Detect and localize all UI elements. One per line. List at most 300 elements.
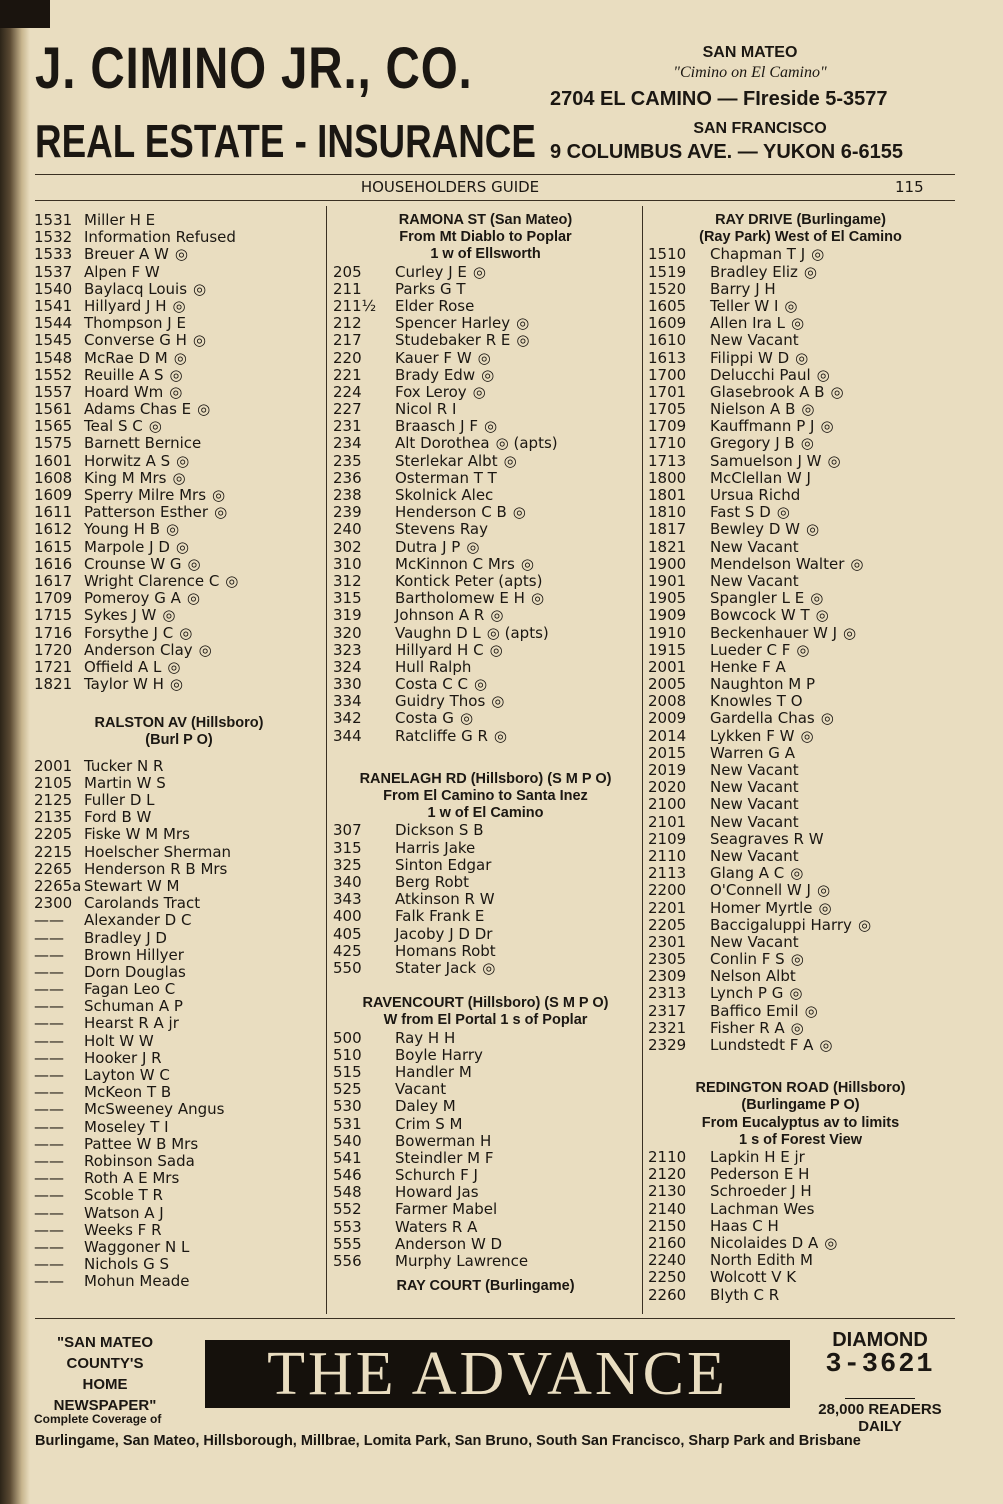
resident-name: Kauer F W xyxy=(395,348,472,367)
house-number: 2001 xyxy=(34,756,73,775)
street-subheading: 1 s of Forest View xyxy=(738,1131,863,1148)
directory-entry xyxy=(333,625,638,642)
resident-name: Handler M xyxy=(395,1062,472,1081)
owner-mark-icon: ◎ xyxy=(187,554,201,573)
directory-entry xyxy=(333,1116,638,1133)
resident-name: Layton W C xyxy=(84,1066,170,1085)
directory-entry xyxy=(648,659,953,676)
directory-entry xyxy=(34,642,324,659)
owner-mark-icon: ◎ xyxy=(815,606,829,625)
house-number: 224 xyxy=(333,382,362,401)
directory-entry xyxy=(34,384,324,401)
house-number: 1905 xyxy=(648,589,687,608)
owner-mark-icon: ◎ xyxy=(225,571,239,590)
house-number: 2113 xyxy=(648,864,687,883)
directory-entry xyxy=(648,332,953,349)
directory-entry xyxy=(648,246,953,263)
resident-name: Nicol R I xyxy=(395,400,457,419)
resident-name: Sykes J W xyxy=(84,606,157,625)
resident-name: Atkinson R W xyxy=(395,890,495,909)
resident-name: Fiske W M Mrs xyxy=(84,825,190,844)
directory-entry xyxy=(333,1081,638,1098)
owner-mark-icon: ◎ xyxy=(512,503,526,522)
phone-number: 3-3621 xyxy=(825,1350,935,1380)
directory-entry xyxy=(34,998,324,1015)
house-number: 530 xyxy=(333,1097,362,1116)
directory-entry xyxy=(333,590,638,607)
house-number: 1557 xyxy=(34,382,73,401)
resident-name: Marpole J D xyxy=(84,537,170,556)
owner-mark-icon: ◎ xyxy=(459,709,474,728)
directory-entry xyxy=(333,281,638,298)
directory-entry xyxy=(34,878,324,895)
office2-address: 9 COLUMBUS AVE. — YUKON 6-6155 xyxy=(550,141,904,163)
directory-entry xyxy=(648,968,953,985)
owner-mark-icon: ◎ xyxy=(850,554,864,573)
house-number: —— xyxy=(34,1031,64,1050)
resident-name: Dickson S B xyxy=(395,821,484,840)
house-number: 1821 xyxy=(648,537,687,556)
directory-entry xyxy=(34,1273,324,1290)
directory-entry xyxy=(34,1033,324,1050)
resident-name: Beckenhauer W J xyxy=(710,623,838,642)
resident-name: Anderson W D xyxy=(395,1234,503,1253)
directory-entry xyxy=(648,1252,953,1269)
resident-name: Mendelson Walter xyxy=(710,554,845,573)
directory-entry xyxy=(34,246,324,263)
house-number: —— xyxy=(34,1134,64,1153)
house-number: 2120 xyxy=(648,1165,687,1184)
street-subheading: From El Camino to Santa Inez xyxy=(383,788,588,805)
resident-name: Reuille A S xyxy=(84,365,164,384)
resident-name: Fuller D L xyxy=(84,791,155,810)
resident-name: Knowles T O xyxy=(710,692,803,711)
house-number: —— xyxy=(34,1186,64,1205)
house-number: 2110 xyxy=(648,846,687,865)
house-number: 2321 xyxy=(648,1018,687,1037)
newspaper-masthead: THE ADVANCE xyxy=(205,1340,790,1408)
directory-entry xyxy=(333,1047,638,1064)
owner-mark-icon: ◎ xyxy=(472,382,486,401)
owner-mark-icon: ◎ xyxy=(805,520,820,539)
house-number: 1721 xyxy=(34,657,73,676)
house-number: 320 xyxy=(333,623,362,642)
resident-name: Lapkin H E jr xyxy=(710,1148,805,1167)
house-number: 236 xyxy=(333,468,362,487)
house-number: 1519 xyxy=(648,262,687,281)
resident-name: Homans Robt xyxy=(395,941,496,960)
directory-entry xyxy=(34,912,324,929)
resident-name: Costa C C xyxy=(395,675,469,694)
directory-entry xyxy=(333,676,638,693)
directory-entry xyxy=(648,762,953,779)
owner-mark-icon: ◎ xyxy=(800,434,814,453)
entry-list xyxy=(648,1149,953,1304)
directory-entry xyxy=(34,1050,324,1067)
directory-entry xyxy=(333,840,638,857)
directory-entry xyxy=(648,1003,953,1020)
resident-name: McSweeney Angus xyxy=(84,1100,225,1119)
directory-entry xyxy=(34,775,324,792)
owner-mark-icon: ◎ xyxy=(466,537,480,556)
resident-name: Robinson Sada xyxy=(84,1151,195,1170)
house-number: 231 xyxy=(333,417,362,436)
directory-entry xyxy=(34,1153,324,1170)
house-number: 546 xyxy=(333,1166,362,1185)
house-number: 343 xyxy=(333,890,362,909)
resident-name: Hoelscher Sherman xyxy=(84,842,232,861)
resident-name: Nelson Albt xyxy=(710,967,796,986)
house-number: 405 xyxy=(333,924,362,943)
resident-name: Pomeroy G A xyxy=(84,589,181,608)
directory-entry xyxy=(648,315,953,332)
resident-name: New Vacant xyxy=(710,795,799,814)
house-number: 540 xyxy=(333,1131,362,1150)
directory-entry xyxy=(648,401,953,418)
resident-name: Stevens Ray xyxy=(395,520,488,539)
resident-name: Mohun Meade xyxy=(84,1272,190,1291)
page-binding-shadow xyxy=(0,0,30,1504)
directory-entry xyxy=(333,384,638,401)
house-number: —— xyxy=(34,1117,64,1136)
house-number: 1613 xyxy=(648,348,687,367)
directory-entry xyxy=(648,504,953,521)
house-number: 1552 xyxy=(34,365,73,384)
house-number: 2240 xyxy=(648,1251,687,1270)
column-3 xyxy=(648,212,953,1304)
house-number: 1810 xyxy=(648,503,687,522)
house-number: 531 xyxy=(333,1114,362,1133)
resident-name: Crounse W G xyxy=(84,554,182,573)
resident-name: Berg Robt xyxy=(395,873,470,892)
resident-name: Schroeder J H xyxy=(710,1182,812,1201)
directory-entry xyxy=(333,435,638,452)
column-divider-1 xyxy=(326,206,327,1314)
resident-name: Tucker N R xyxy=(84,756,164,775)
house-number: 315 xyxy=(333,838,362,857)
directory-entry xyxy=(34,1101,324,1118)
street-subheading: 1 w of El Camino xyxy=(427,805,544,822)
resident-name: Hillyard H C xyxy=(395,640,484,659)
street-heading: REDINGTON ROAD (Hillsboro) xyxy=(695,1080,906,1097)
owner-mark-icon: ◎ xyxy=(796,640,810,659)
house-number: 2110 xyxy=(648,1148,687,1167)
house-number: 1612 xyxy=(34,520,73,539)
resident-name: Sinton Edgar xyxy=(395,855,492,874)
resident-name: Homer Myrtle xyxy=(710,898,813,917)
directory-entry xyxy=(34,521,324,538)
house-number: 1561 xyxy=(34,400,73,419)
house-number: 1720 xyxy=(34,640,73,659)
owner-mark-icon: ◎ xyxy=(784,296,798,315)
resident-name: Baffico Emil xyxy=(710,1001,799,1020)
directory-entry xyxy=(648,985,953,1002)
directory-entry xyxy=(648,556,953,573)
owner-mark-icon: ◎ xyxy=(503,451,517,470)
directory-entry xyxy=(333,926,638,943)
directory-entry xyxy=(34,315,324,332)
resident-name: Holt W W xyxy=(84,1031,154,1050)
owner-mark-icon: ◎ xyxy=(490,606,504,625)
house-number: 1605 xyxy=(648,296,687,315)
house-number: 1616 xyxy=(34,554,73,573)
resident-name: Kauffmann P J xyxy=(710,417,815,436)
street-subheading: (Ray Park) West of El Camino xyxy=(699,229,902,246)
directory-entry xyxy=(333,1253,638,1270)
footer-rule xyxy=(35,1318,955,1319)
house-number: 2135 xyxy=(34,808,73,827)
resident-name: Delucchi Paul xyxy=(710,365,811,384)
house-number: 342 xyxy=(333,709,362,728)
directory-entry xyxy=(34,470,324,487)
directory-entry xyxy=(333,332,638,349)
house-number: 1565 xyxy=(34,417,73,436)
house-number: 2215 xyxy=(34,842,73,861)
owner-mark-icon: ◎ xyxy=(198,640,212,659)
directory-entry xyxy=(333,1201,638,1218)
directory-entry xyxy=(34,659,324,676)
resident-name: Watson A J xyxy=(84,1203,164,1222)
owner-mark-icon: ◎ xyxy=(810,589,824,608)
resident-name: Dutra J P xyxy=(395,537,461,556)
directory-entry xyxy=(333,264,638,281)
house-number: 344 xyxy=(333,726,362,745)
house-number: —— xyxy=(34,1255,64,1274)
directory-entry xyxy=(648,1183,953,1200)
house-number: 217 xyxy=(333,331,362,350)
house-number: 334 xyxy=(333,692,362,711)
phone-exchange: DIAMOND xyxy=(832,1329,928,1351)
house-number: 1901 xyxy=(648,571,687,590)
house-number: 548 xyxy=(333,1183,362,1202)
resident-name: Adams Chas E xyxy=(84,400,192,419)
house-number: 525 xyxy=(333,1080,362,1099)
resident-name: Hull Ralph xyxy=(395,657,472,676)
owner-mark-icon: ◎ xyxy=(489,640,503,659)
house-number: 2100 xyxy=(648,795,687,814)
house-number: 2015 xyxy=(648,743,687,762)
house-number: 2014 xyxy=(648,726,687,745)
directory-entry xyxy=(648,779,953,796)
directory-entry xyxy=(648,453,953,470)
directory-entry xyxy=(34,504,324,521)
house-number: 2265a xyxy=(34,876,82,895)
resident-name: Lynch P G xyxy=(710,984,784,1003)
directory-entry xyxy=(333,960,638,977)
page-number: 115 xyxy=(895,178,924,196)
owner-mark-icon: ◎ xyxy=(491,692,505,711)
directory-entry xyxy=(648,298,953,315)
resident-name: Jacoby J D Dr xyxy=(395,924,493,943)
directory-entry xyxy=(648,264,953,281)
owner-mark-icon: ◎ xyxy=(827,451,841,470)
directory-entry xyxy=(34,539,324,556)
resident-name: Waters R A xyxy=(395,1217,478,1236)
resident-name: Ursua Richd xyxy=(710,486,801,505)
directory-entry xyxy=(333,943,638,960)
resident-name: Hillyard J H xyxy=(84,296,167,315)
directory-entry xyxy=(333,1150,638,1167)
owner-mark-icon: ◎ xyxy=(173,348,187,367)
coverage-towns: Burlingame, San Mateo, Hillsborough, Millbrae, Lomita Park, San Bruno, South San Francisco, Sharp Park and Brisbane xyxy=(35,1433,861,1449)
resident-name: Chapman T J xyxy=(710,245,806,264)
directory-entry xyxy=(333,1219,638,1236)
resident-name: Vacant xyxy=(395,1080,447,1099)
directory-entry xyxy=(34,964,324,981)
resident-name: Allen Ira L xyxy=(710,314,786,333)
directory-entry xyxy=(34,418,324,435)
resident-name: Ford B W xyxy=(84,808,152,827)
house-number: 1713 xyxy=(648,451,687,470)
owner-mark-icon: ◎ xyxy=(791,314,805,333)
house-number: 240 xyxy=(333,520,362,539)
house-number: 1537 xyxy=(34,262,73,281)
house-number: —— xyxy=(34,980,64,999)
directory-entry xyxy=(333,315,638,332)
house-number: 2005 xyxy=(648,675,687,694)
resident-name: Howard Jas xyxy=(395,1183,479,1202)
resident-name: Barry J H xyxy=(710,279,776,298)
directory-entry xyxy=(34,1067,324,1084)
directory-entry xyxy=(333,556,638,573)
house-number: —— xyxy=(34,1100,64,1119)
house-number: 2301 xyxy=(648,932,687,951)
resident-name: Alpen F W xyxy=(84,262,160,281)
directory-entry xyxy=(648,1269,953,1286)
directory-entry xyxy=(648,831,953,848)
directory-entry xyxy=(34,1256,324,1273)
house-number: 2109 xyxy=(648,829,687,848)
directory-entry xyxy=(333,728,638,745)
directory-entry xyxy=(333,470,638,487)
directory-entry xyxy=(648,1235,953,1252)
house-number: 1548 xyxy=(34,348,73,367)
directory-entry xyxy=(648,470,953,487)
resident-name: New Vacant xyxy=(710,846,799,865)
resident-name: Bowcock W T xyxy=(710,606,810,625)
resident-name: Nielson A B xyxy=(710,400,796,419)
resident-name: Elder Rose xyxy=(395,296,475,315)
coverage-label: Complete Coverage of xyxy=(34,1412,162,1426)
directory-entry xyxy=(648,814,953,831)
directory-entry xyxy=(333,874,638,891)
resident-name: Wolcott V K xyxy=(710,1268,797,1287)
resident-name: Teller W I xyxy=(710,296,779,315)
house-number: 2160 xyxy=(648,1233,687,1252)
house-number: 1533 xyxy=(34,245,73,264)
house-number: 1541 xyxy=(34,296,73,315)
owner-mark-icon: ◎ (apts) xyxy=(486,623,549,642)
directory-entry xyxy=(648,539,953,556)
directory-entry xyxy=(648,435,953,452)
resident-name: Bartholomew E H xyxy=(395,589,525,608)
slogan-line: "SAN MATEO xyxy=(57,1334,153,1351)
directory-entry xyxy=(34,826,324,843)
directory-entry xyxy=(333,857,638,874)
street-subheading: W from El Portal 1 s of Poplar xyxy=(383,1012,588,1029)
house-number: 1800 xyxy=(648,468,687,487)
resident-name: Nicolaides D A xyxy=(710,1233,819,1252)
house-number: 1615 xyxy=(34,537,73,556)
directory-entry xyxy=(34,607,324,624)
street-heading: RAY COURT (Burlingame) xyxy=(396,1278,575,1295)
street-heading: RANELAGH RD (Hillsboro) (S M P O) xyxy=(359,770,612,787)
house-number: 1716 xyxy=(34,623,73,642)
directory-entry xyxy=(648,745,953,762)
house-number: 2008 xyxy=(648,692,687,711)
owner-mark-icon: ◎ xyxy=(162,606,176,625)
directory-entry xyxy=(648,1020,953,1037)
directory-entry xyxy=(333,401,638,418)
resident-name: Weeks F R xyxy=(84,1220,162,1239)
resident-name: King M Mrs xyxy=(84,468,167,487)
office2-city: SAN FRANCISCO xyxy=(693,120,827,137)
directory-entry xyxy=(34,1084,324,1101)
owner-mark-icon: ◎ xyxy=(169,382,183,401)
house-number: 555 xyxy=(333,1234,362,1253)
entry-list xyxy=(333,264,638,745)
resident-name: Forsythe J C xyxy=(84,623,174,642)
resident-name: Waggoner N L xyxy=(84,1237,190,1256)
house-number: 552 xyxy=(333,1200,362,1219)
house-number: 2009 xyxy=(648,709,687,728)
owner-mark-icon: ◎ xyxy=(800,726,814,745)
resident-name: Pederson E H xyxy=(710,1165,810,1184)
resident-name: Harris Jake xyxy=(395,838,476,857)
readers-frequency: DAILY xyxy=(858,1418,902,1435)
directory-entry xyxy=(34,1239,324,1256)
directory-entry xyxy=(333,642,638,659)
house-number: 220 xyxy=(333,348,362,367)
house-number: 1544 xyxy=(34,314,73,333)
resident-name: Blyth C R xyxy=(710,1285,780,1304)
house-number: —— xyxy=(34,1083,64,1102)
owner-mark-icon: ◎ xyxy=(197,400,211,419)
directory-entry xyxy=(34,212,324,229)
owner-mark-icon: ◎ xyxy=(474,675,488,694)
house-number: 1709 xyxy=(34,589,73,608)
owner-mark-icon: ◎ xyxy=(776,503,790,522)
column-2 xyxy=(333,212,638,1295)
house-number: —— xyxy=(34,962,64,981)
directory-entry xyxy=(34,350,324,367)
street-heading: RAVENCOURT (Hillsboro) (S M P O) xyxy=(362,995,609,1012)
owner-mark-icon: ◎ xyxy=(212,486,226,504)
office1-slogan: "Cimino on El Camino" xyxy=(673,64,827,81)
directory-entry xyxy=(34,1119,324,1136)
house-number: 2313 xyxy=(648,984,687,1003)
header-rule-lower xyxy=(35,200,955,201)
directory-entry xyxy=(34,453,324,470)
resident-name: New Vacant xyxy=(710,331,799,350)
house-number: 1801 xyxy=(648,486,687,505)
owner-mark-icon: ◎ xyxy=(193,279,207,298)
directory-entry xyxy=(333,693,638,710)
house-number: 500 xyxy=(333,1028,362,1047)
slogan-line: HOME xyxy=(82,1376,128,1393)
owner-mark-icon: ◎ xyxy=(530,589,545,608)
directory-entry xyxy=(34,1187,324,1204)
office1-address: 2704 EL CAMINO — FIreside 5-3577 xyxy=(550,88,888,110)
directory-entry xyxy=(648,710,953,727)
resident-name: Bowerman H xyxy=(395,1131,492,1150)
resident-name: Taylor W H xyxy=(84,675,164,694)
house-number: 510 xyxy=(333,1045,362,1064)
directory-entry xyxy=(34,401,324,418)
owner-mark-icon: ◎ xyxy=(477,348,491,367)
house-number: —— xyxy=(34,1203,64,1222)
house-number: 1709 xyxy=(648,417,687,436)
